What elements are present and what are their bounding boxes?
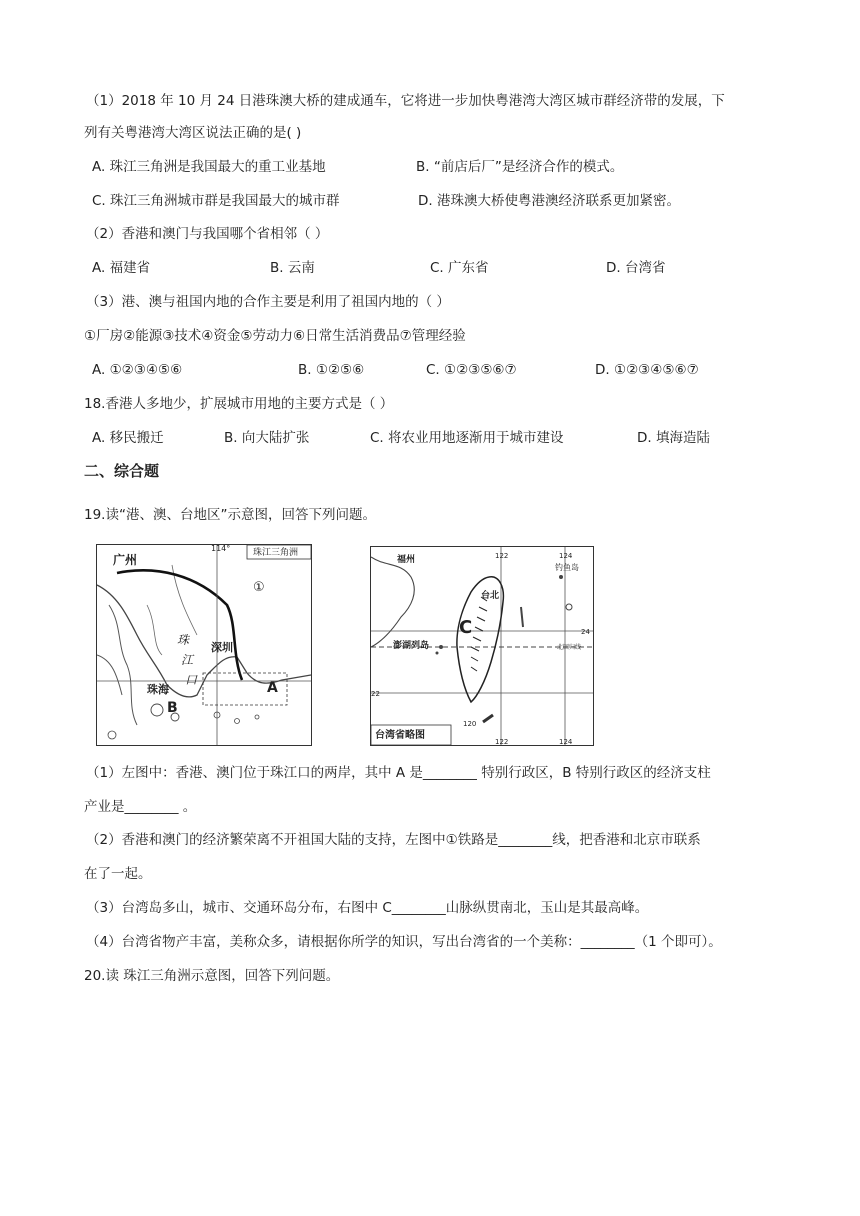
diaoyu-label: 钓鱼岛 [555,563,579,572]
q17-sub2-option-d: D. 台湾省 [606,260,666,276]
pearl-river-delta-map [96,544,312,746]
left-map-title: 珠江三角洲 [253,548,299,558]
tropic-label: 北回归线 [557,644,582,651]
q18-stem: 18.香港人多地少，扩展城市用地的主要方式是（ ） [84,396,394,412]
q17-sub3-option-d: D. ①②③④⑤⑥⑦ [595,362,699,378]
taibei-label: 台北 [481,591,500,601]
zhujiang-label-2: 江 [181,653,194,667]
taiwan-map [370,546,594,746]
zhujiang-label-1: 珠 [177,633,190,647]
q17-sub1-option-b: B. “前店后厂”是经济合作的模式。 [416,159,624,175]
pearl-river-delta-map-figure [97,545,311,745]
q17-sub2-stem: （2）香港和澳门与我国哪个省相邻（ ） [86,226,329,242]
q17-sub3-list: ①厂房②能源③技术④资金⑤劳动力⑥日常生活消费品⑦管理经验 [84,328,466,344]
q17-sub3-stem: （3）港、澳与祖国内地的合作主要是利用了祖国内地的（ ） [86,294,450,310]
q19-sub1-line2: 产业是________ 。 [84,799,197,815]
q17-sub3-option-c: C. ①②③⑤⑥⑦ [426,362,517,378]
q17-sub2-option-a: A. 福建省 [92,260,151,276]
railway-marker-label: ① [253,580,265,595]
q17-sub1-option-a: A. 珠江三角洲是我国最大的重工业基地 [92,159,326,175]
penghu-label: 澎湖列岛 [393,641,430,651]
q17-sub2-option-b: B. 云南 [270,260,315,276]
q19-sub4: （4）台湾省物产丰富，美称众多，请根据你所学的知识，写出台湾省的一个美称：________（1 个即可）。 [86,934,722,950]
lon-122-bottom: 122 [495,738,509,746]
lon-120-bottom: 120 [463,720,477,728]
right-map-title: 台湾省略图 [375,730,425,741]
q19-stem: 19.读“港、澳、台地区”示意图，回答下列问题。 [84,507,376,523]
q19-sub2-line1: （2）香港和澳门的经济繁荣离不开祖国大陆的支持，左图中①铁路是________线，把香港和北京市联系 [86,832,701,848]
lon-124-top: 124 [559,552,573,560]
q17-sub1-option-d: D. 港珠澳大桥使粤港澳经济联系更加紧密。 [418,193,680,209]
fuzhou-label: 福州 [397,555,416,565]
q19-sub3: （3）台湾岛多山，城市、交通环岛分布，右图中 C________山脉纵贯南北，玉山是其最高峰。 [86,900,649,916]
q19-sub2-line2: 在了一起。 [84,866,152,882]
region-b-label: B [167,700,178,716]
zhuhai-label: 珠海 [147,683,169,696]
section-heading: 二、综合题 [84,462,160,480]
guangzhou-label: 广州 [113,553,138,567]
shenzhen-label: 深圳 [211,641,233,654]
q17-sub1-line1: （1）2018 年 10 月 24 日港珠澳大桥的建成通车，它将进一步加快粤港湾大湾区城市群经济带的发展，下 [86,93,725,109]
q17-sub3-option-b: B. ①②⑤⑥ [298,362,365,378]
lon-124-bottom: 124 [559,738,573,746]
lon-122-top: 122 [495,552,509,560]
q17-sub2-option-c: C. 广东省 [430,260,489,276]
lon-label-114: 114° [211,544,231,553]
q18-option-a: A. 移民搬迁 [92,430,164,446]
q17-sub1-option-c: C. 珠江三角洲城市群是我国最大的城市群 [92,193,340,209]
q19-sub1-line1: （1）左图中：香港、澳门位于珠江口的两岸，其中 A 是________ 特别行政区，B 特别行政区的经济支柱 [86,765,711,781]
q18-option-b: B. 向大陆扩张 [224,430,310,446]
lat-22-label: 22 [371,690,380,698]
lat-24-label: 24 [581,628,590,636]
q20-stem: 20.读 珠江三角洲示意图，回答下列问题。 [84,968,340,984]
mountain-c-label: C [459,617,473,638]
q17-sub1-line2: 列有关粤港湾大湾区说法正确的是( ) [84,125,302,141]
q18-option-d: D. 填海造陆 [637,430,710,446]
q18-option-c: C. 将农业用地逐渐用于城市建设 [370,430,564,446]
zhujiang-label-3: 口 [185,673,198,687]
region-a-label: A [267,680,278,696]
q17-sub3-option-a: A. ①②③④⑤⑥ [92,362,183,378]
